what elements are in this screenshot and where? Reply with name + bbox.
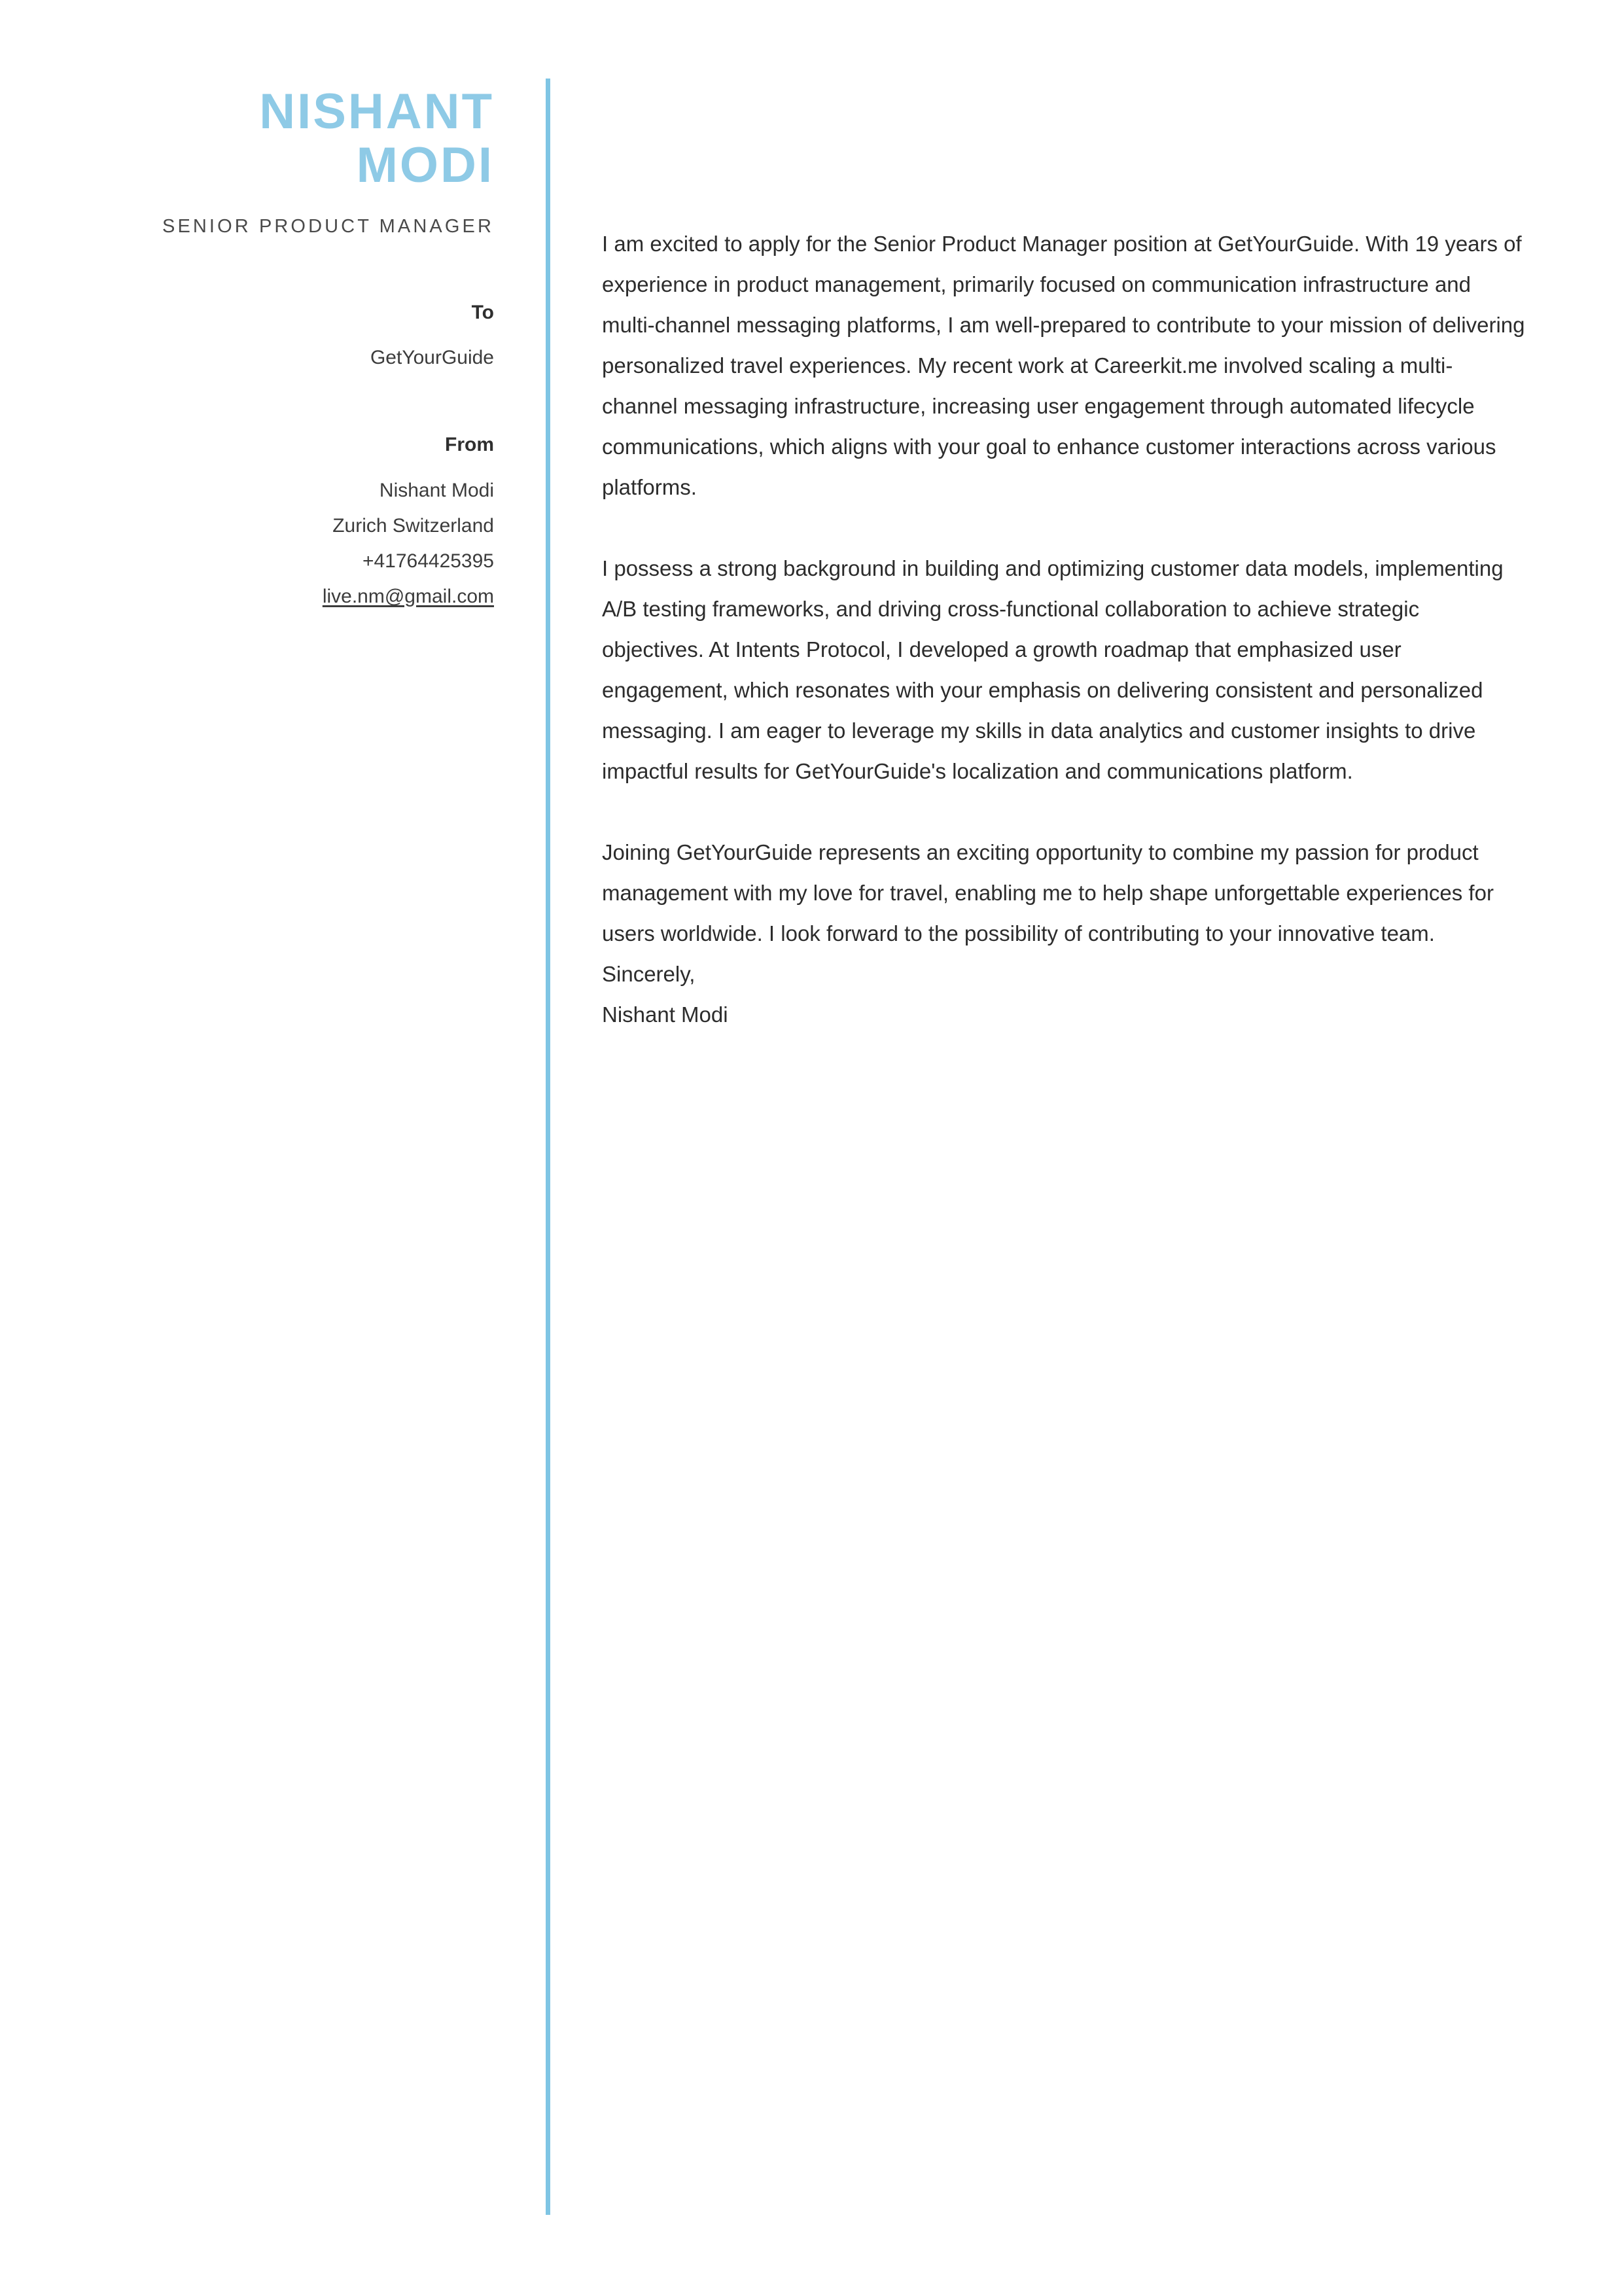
recipient-details	[128, 340, 494, 376]
closing-text: Sincerely,	[602, 962, 696, 986]
sender-name: Nishant Modi	[379, 479, 494, 501]
recipient-company: GetYourGuide	[370, 347, 494, 369]
sender-email-link[interactable]: live.nm@gmail.com	[322, 585, 494, 607]
recipient-label: To	[471, 301, 494, 323]
sender-phone: +41764425395	[362, 550, 494, 572]
name-first-line: NISHANT	[259, 84, 494, 139]
sender-label: From	[445, 434, 494, 456]
recipient-block	[128, 300, 494, 376]
letter-paragraph-2: I possess a strong background in building and optimizing customer data models, implementing A/B testing frameworks, and driving cross-functional collaboration to achieve strategic objectives. At Intents Protocol, I developed a growth roadmap that emphasized user engagement, which resonates with your emphasis on delivering consistent and personalized messaging. I am eager to leverage my skills in data analytics and customer insights to drive impactful results for GetYourGuide's localization and communications platform.	[602, 556, 1504, 783]
sidebar	[128, 85, 494, 614]
letter-signoff	[602, 954, 1526, 1035]
letter-paragraph-1: I am excited to apply for the Senior Product Manager position at GetYourGuide. With 19 years of experience in product management, primarily focused on communication infrastructure and multi-channel messaging platforms, I am well-prepared to contribute to your mission of delivering personalized travel experiences. My recent work at Careerkit.me involved scaling a multi-channel messaging infrastructure, increasing user engagement through automated lifecycle communications, which aligns with your goal to enhance customer interactions across various platforms.	[602, 232, 1525, 499]
sender-details	[128, 473, 494, 614]
name-last-line: MODI	[356, 137, 494, 194]
vertical-divider	[546, 79, 550, 2215]
applicant-name	[128, 85, 494, 192]
sender-location: Zurich Switzerland	[332, 514, 494, 537]
letter-paragraph-3: Joining GetYourGuide represents an exciting opportunity to combine my passion for product management with my love for travel, enabling me to help shape unforgettable experiences for users worldwide. I look forward to the possibility of contributing to your innovative team.	[602, 840, 1494, 945]
job-title: SENIOR PRODUCT MANAGER	[162, 216, 494, 238]
sender-block	[128, 432, 494, 614]
letter-body	[602, 224, 1526, 1035]
signature-name: Nishant Modi	[602, 1002, 728, 1027]
